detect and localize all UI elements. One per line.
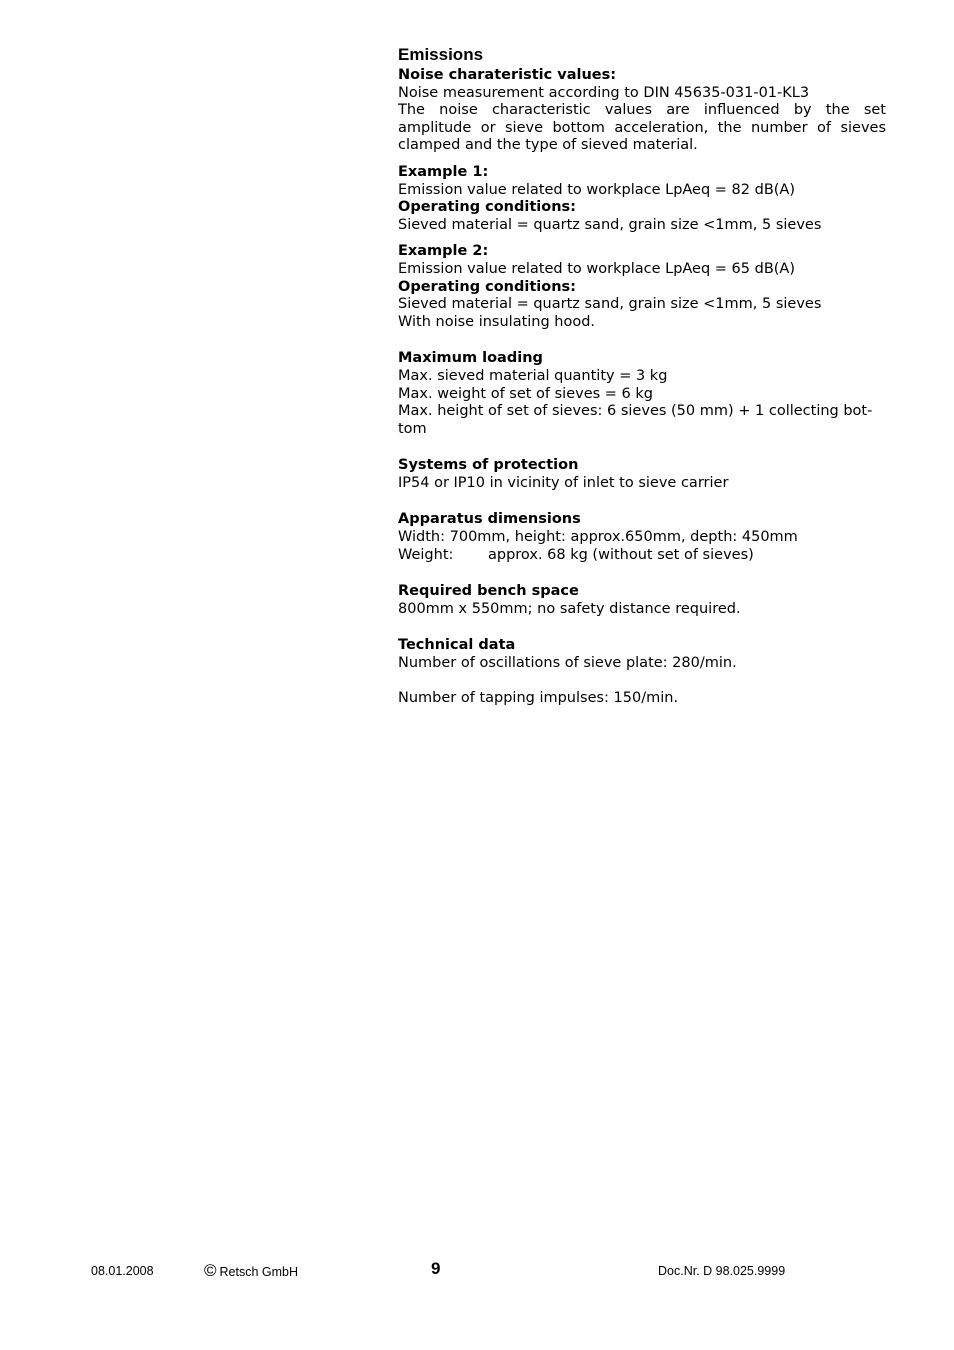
section-title: Emissions [398,45,484,64]
noise-measurement: Noise measurement according to DIN 45635-031-01-KL3 [398,84,810,101]
dimensions-size: Width: 700mm, height: approx.650mm, depth: 450mm [398,529,798,546]
copyright-icon: © [204,1261,217,1280]
dimensions-weight [398,547,886,565]
document-body [398,44,886,708]
weight-value: approx. 68 kg (without set of sieves) [488,546,754,563]
noise-heading: Noise charateristic values: [398,67,617,83]
page-number: 9 [431,1259,441,1278]
example2-heading: Example 2: [398,243,489,260]
max-loading-line: Max. sieved material quantity = 3 kg [398,367,668,384]
example1-heading: Example 1: [398,163,489,180]
example1-conditions-heading: Operating conditions: [398,199,576,216]
max-loading-heading: Maximum loading [398,350,543,367]
max-loading-line: Max. weight of set of sieves = 6 kg [398,385,653,402]
footer-doc-number: Doc.Nr. D 98.025.9999 [658,1264,786,1278]
footer-date: 08.01.2008 [91,1264,154,1278]
example2-emission: Emission value related to workplace LpAeq = 65 dB(A) [398,260,795,277]
noise-description: The noise characteristic values are influenced by the set amplitude or sieve bottom acceleration, the number of sieves clamped and the type of sieved material. [398,102,886,154]
max-loading-line: tom [398,420,427,437]
technical-oscillations: Number of oscillations of sieve plate: 280/min. [398,655,737,672]
footer-company: Retsch GmbH [219,1265,299,1279]
weight-label: Weight: [398,546,454,563]
example2-conditions: Sieved material = quartz sand, grain size <1mm, 5 sieves [398,296,822,313]
bench-heading: Required bench space [398,583,579,600]
technical-heading: Technical data [398,637,516,654]
protection-heading: Systems of protection [398,457,579,474]
technical-tapping: Number of tapping impulses: 150/min. [398,690,679,707]
example1-emission: Emission value related to workplace LpAeq = 82 dB(A) [398,181,795,198]
example2-conditions-heading: Operating conditions: [398,278,576,295]
max-loading-line: Max. height of set of sieves: 6 sieves (50 mm) + 1 collecting bot- [398,403,873,420]
dimensions-heading: Apparatus dimensions [398,511,581,528]
footer-copyright [204,1262,298,1281]
example1-conditions: Sieved material = quartz sand, grain size <1mm, 5 sieves [398,216,822,233]
protection-text: IP54 or IP10 in vicinity of inlet to sieve carrier [398,474,729,491]
example2-note: With noise insulating hood. [398,313,596,330]
bench-text: 800mm x 550mm; no safety distance required. [398,600,741,617]
